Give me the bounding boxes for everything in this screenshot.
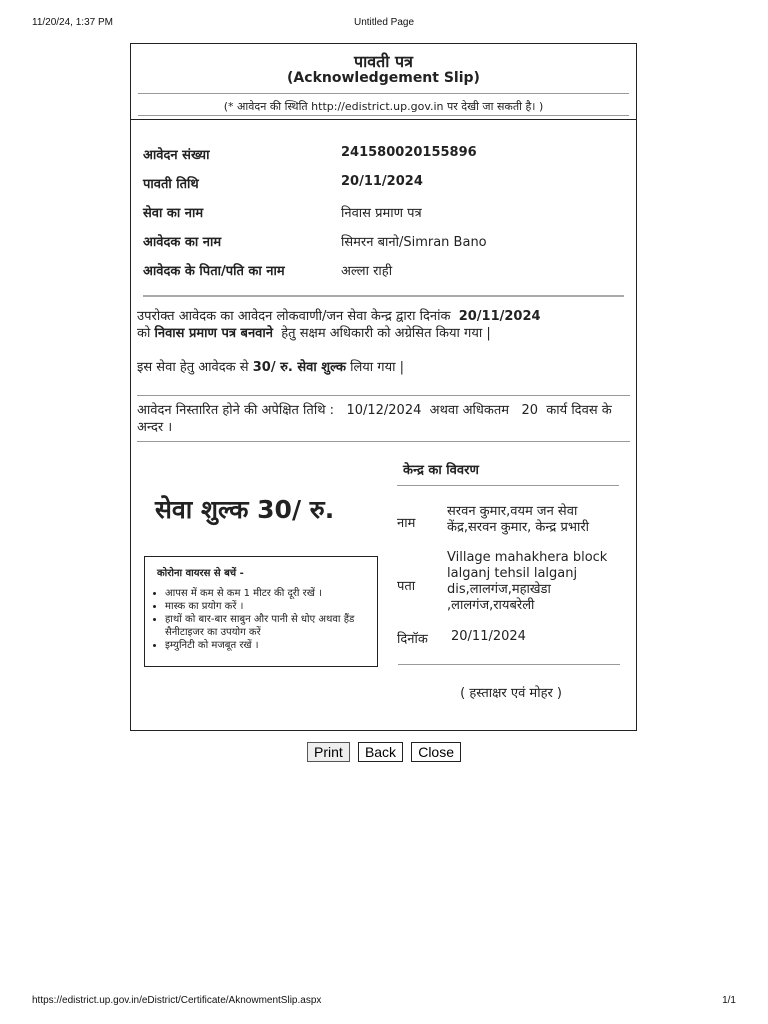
text: अथवा अधिकतम: [429, 403, 510, 418]
slip-title-english: (Acknowledgement Slip): [287, 70, 480, 86]
covid-advisory-box: [144, 556, 378, 667]
receipt-date: 20/11/2024: [341, 174, 423, 189]
fee-paragraph: [137, 359, 612, 376]
back-button[interactable]: Back: [358, 742, 403, 762]
field-label: आवेदक का नाम: [143, 235, 222, 250]
field-label: सेवा का नाम: [143, 206, 204, 221]
divider: [398, 664, 620, 665]
covid-list: [151, 587, 377, 652]
print-footer: [32, 995, 736, 1009]
disposal-paragraph: [137, 402, 626, 436]
covid-title: कोरोना वायरस से बचें -: [157, 568, 244, 579]
acknowledgement-slip: [130, 43, 637, 731]
list-item: • आपस में कम से कम 1 मीटर की दूरी रखें ।: [165, 587, 377, 600]
list-item: • हाथों को बार-बार साबुन और पानी से धोए अथवा हैंड सैनीटाइजर का उपयोग करें: [165, 613, 377, 639]
text: उपरोक्त आवेदक का आवेदन लोकवाणी/जन सेवा केन्द्र द्वारा दिनांक: [137, 309, 451, 324]
centre-date-label: दिनॉक: [397, 632, 428, 647]
field-label: आवेदन संख्या: [143, 148, 210, 163]
action-buttons: [0, 742, 768, 762]
signature-text: ( हस्ताक्षर एवं मोहर ): [460, 686, 562, 701]
print-button[interactable]: Print: [307, 742, 350, 762]
header-separator: [130, 119, 637, 120]
status-note: (* आवेदन की स्थिति http://edistrict.up.gov.in पर देखी जा सकती है। ): [223, 100, 544, 113]
service-name: निवास प्रमाण पत्र: [341, 206, 422, 221]
centre-name-label: नाम: [397, 516, 416, 531]
centre-date-value: 20/11/2024: [451, 629, 526, 644]
forward-date: 20/11/2024: [458, 309, 541, 324]
text: हेतु सक्षम अधिकारी को अग्रेसित किया गया |: [281, 326, 491, 341]
list-item: • मास्क का प्रयोग करें ।: [165, 600, 377, 613]
service-fee-banner: सेवा शुल्क 30/ रु.: [155, 495, 335, 524]
divider: [137, 395, 630, 396]
disposal-date: 10/12/2024: [346, 403, 422, 418]
divider: [138, 115, 629, 116]
signature-stamp-label: [131, 683, 629, 701]
field-label: पावती तिथि: [143, 177, 199, 192]
field-label: आवेदक के पिता/पति का नाम: [143, 264, 285, 279]
centre-name-value: सरवन कुमार,वयम जन सेवा केंद्र,सरवन कुमार, केन्द्र प्रभारी: [447, 504, 590, 535]
text: इस सेवा हेतु आवेदक से: [137, 360, 249, 375]
fee-amount: 30/ रु. सेवा शुल्क: [252, 360, 346, 375]
page-url: https://edistrict.up.gov.in/eDistrict/Certificate/AknowmentSlip.aspx: [32, 995, 322, 1006]
slip-title-hindi: पावती पत्र: [354, 52, 413, 71]
application-number: 241580020155896: [341, 145, 477, 160]
centre-details-title: केन्द्र का विवरण: [403, 463, 479, 478]
applicant-name: सिमरन बानो/Simran Bano: [341, 235, 487, 250]
father-husband-name: अल्ला राही: [341, 264, 393, 279]
forward-service: निवास प्रमाण पत्र बनवाने: [154, 326, 273, 341]
disposal-days: 20: [521, 403, 539, 418]
centre-address-value: Village mahakhera block lalganj tehsil lalganj dis,लालगंज,महाखेडा ,लालगंज,रायबरेली: [447, 550, 608, 613]
divider: [137, 441, 630, 442]
divider: [143, 295, 624, 297]
list-item: • इम्युनिटी को मजबूत रखें ।: [165, 639, 377, 652]
print-header: [32, 17, 736, 31]
page-title: Untitled Page: [353, 17, 415, 28]
text: कार्य दिवस के अन्दर ।: [137, 403, 612, 435]
centre-address-label: पता: [397, 579, 416, 594]
text: आवेदन निस्तारित होने की अपेक्षित तिथि :: [137, 403, 335, 418]
print-datetime: 11/20/24, 1:37 PM: [32, 17, 113, 28]
text: लिया गया |: [350, 360, 405, 375]
divider: [138, 93, 629, 94]
divider: [397, 485, 619, 486]
forwarding-paragraph: [137, 308, 612, 342]
close-button[interactable]: Close: [411, 742, 461, 762]
text: को: [137, 326, 151, 341]
page-count: 1/1: [722, 995, 736, 1006]
